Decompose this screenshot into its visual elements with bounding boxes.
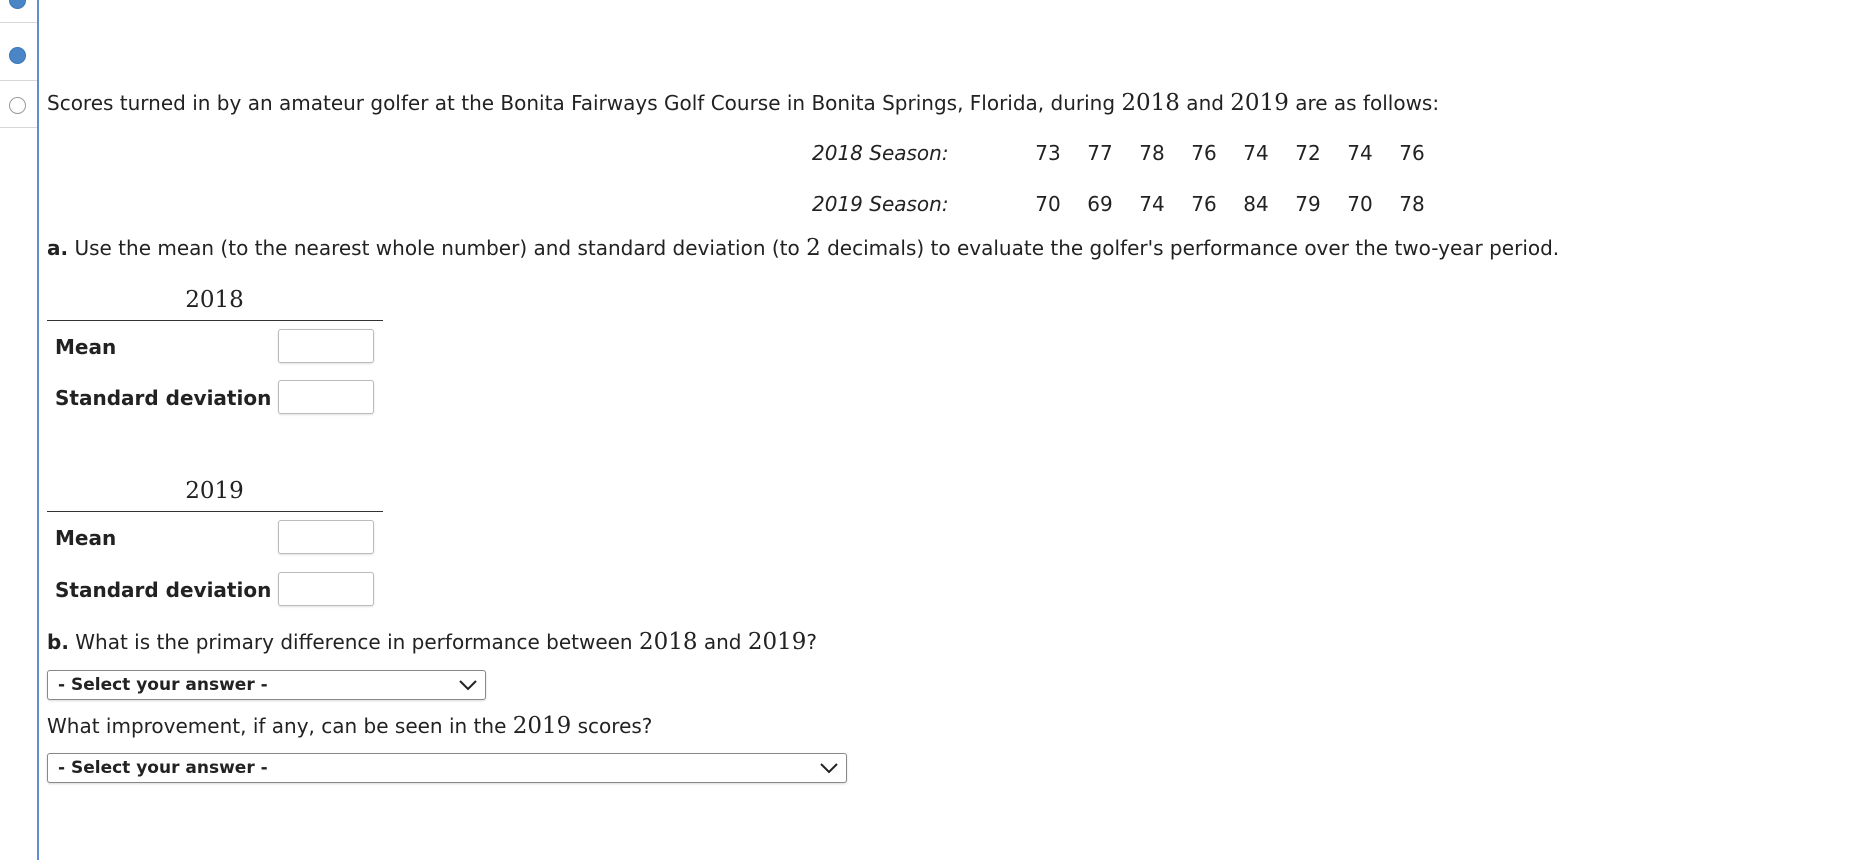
score-cell: 78 <box>1399 192 1425 216</box>
sd-2018-input[interactable] <box>278 380 374 414</box>
nav-divider <box>0 127 37 128</box>
primary-difference-select[interactable] <box>47 670 486 700</box>
part-b-prompt: b. What is the primary difference in performance between 2018 and 2019? <box>47 629 818 655</box>
mean-label: Mean <box>55 335 117 359</box>
nav-divider <box>0 80 37 81</box>
improvement-select[interactable] <box>47 753 847 783</box>
table-divider <box>47 320 383 321</box>
chevron-down-icon <box>459 680 477 691</box>
question-status-complete-icon[interactable] <box>9 47 26 64</box>
table-2019-heading: 2019 <box>185 478 244 504</box>
score-cell: 69 <box>1087 192 1113 216</box>
part-a-prompt: a. Use the mean (to the nearest whole number) and standard deviation (to 2 decimals) to evaluate the golfer's performance over the two-year period. <box>47 235 1560 261</box>
improvement-prompt: What improvement, if any, can be seen in the 2019 scores? <box>47 713 653 739</box>
score-cell: 70 <box>1035 192 1061 216</box>
season-2019-row <box>812 192 1438 216</box>
score-cell: 74 <box>1243 141 1269 165</box>
score-cell: 84 <box>1243 192 1269 216</box>
score-cell: 70 <box>1347 192 1373 216</box>
sd-label: Standard deviation <box>55 386 272 410</box>
season-label: 2019 Season: <box>812 192 949 216</box>
score-cell: 72 <box>1295 141 1321 165</box>
score-cell: 78 <box>1139 141 1165 165</box>
question-nav-rail <box>0 0 39 860</box>
table-divider <box>47 511 383 512</box>
sd-2019-input[interactable] <box>278 572 374 606</box>
question-status-current-icon[interactable] <box>9 97 26 114</box>
mean-label: Mean <box>55 526 117 550</box>
score-cell: 76 <box>1191 141 1217 165</box>
select-value: - Select your answer - <box>58 675 268 695</box>
nav-divider <box>0 22 37 23</box>
score-cell: 76 <box>1191 192 1217 216</box>
score-cell: 79 <box>1295 192 1321 216</box>
score-cell: 73 <box>1035 141 1061 165</box>
score-cell: 76 <box>1399 141 1425 165</box>
season-2018-row <box>812 141 1438 165</box>
score-cell: 74 <box>1139 192 1165 216</box>
select-value: - Select your answer - <box>58 758 268 778</box>
mean-2018-input[interactable] <box>278 329 374 363</box>
mean-2019-input[interactable] <box>278 520 374 554</box>
score-cell: 74 <box>1347 141 1373 165</box>
question-intro: Scores turned in by an amateur golfer at the Bonita Fairways Golf Course in Bonita Springs, Florida, during 2018 and 2019 are as follows: <box>47 90 1440 116</box>
chevron-down-icon <box>820 763 838 774</box>
season-label: 2018 Season: <box>812 141 949 165</box>
question-status-complete-icon[interactable] <box>9 0 26 9</box>
score-cell: 77 <box>1087 141 1113 165</box>
table-2018-heading: 2018 <box>185 287 244 313</box>
sd-label: Standard deviation <box>55 578 272 602</box>
